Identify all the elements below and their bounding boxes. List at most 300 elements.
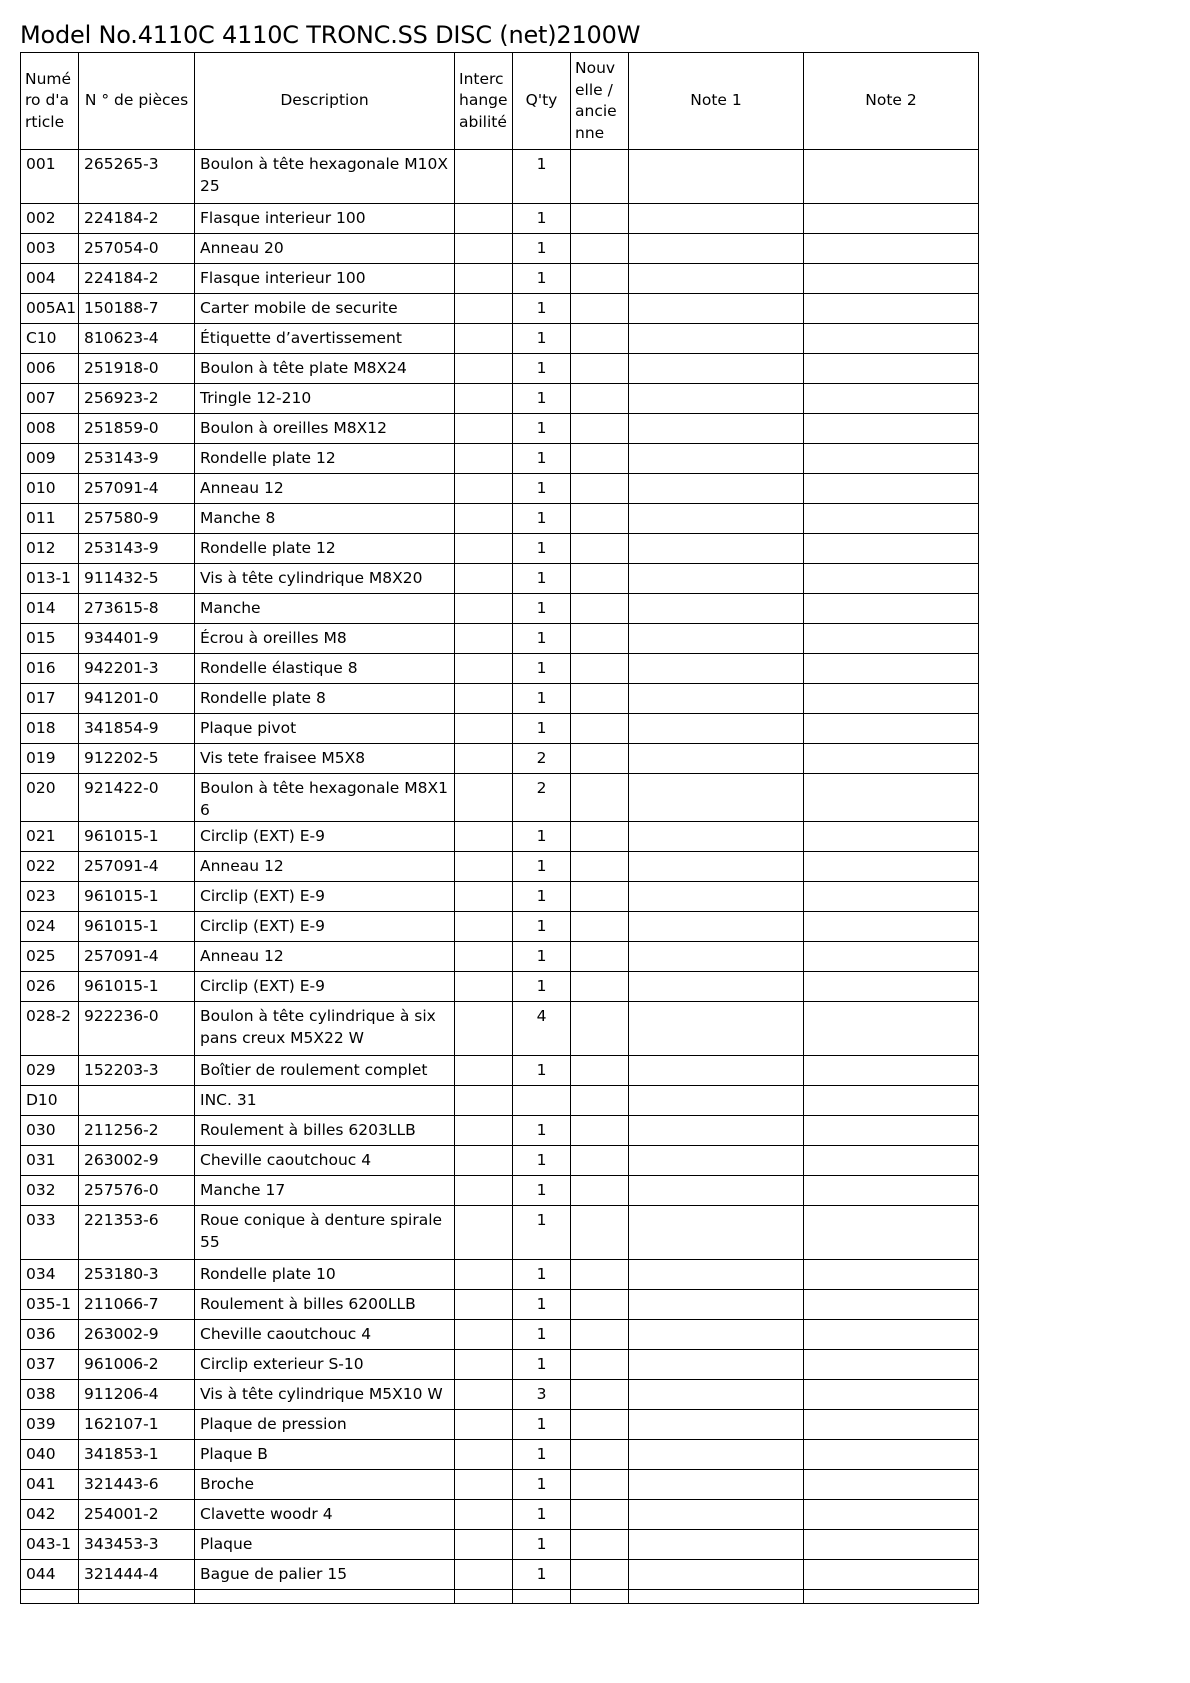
table-row [21, 1206, 979, 1260]
table-row [21, 1530, 979, 1560]
interchangeability-cell [455, 1350, 513, 1380]
part-no-cell: 912202-5 [79, 744, 195, 774]
part-no-cell: 224184-2 [79, 264, 195, 294]
note2-cell [804, 1086, 979, 1116]
qty-cell: 1 [513, 474, 571, 504]
note1-cell [629, 564, 804, 594]
table-row [21, 972, 979, 1002]
qty-cell: 1 [513, 1560, 571, 1590]
interchangeability-cell [455, 1086, 513, 1116]
description-cell: Boulon à tête plate M8X24 [195, 354, 455, 384]
qty-cell: 1 [513, 912, 571, 942]
header-item-no: Numéro d'article [21, 53, 79, 150]
qty-cell: 1 [513, 1320, 571, 1350]
table-row [21, 654, 979, 684]
header-qty: Q'ty [513, 53, 571, 150]
table-row [21, 1116, 979, 1146]
qty-cell: 1 [513, 714, 571, 744]
new-old-cell [571, 852, 629, 882]
description-cell: INC. 31 [195, 1086, 455, 1116]
description-cell: Anneau 12 [195, 852, 455, 882]
qty-cell: 1 [513, 414, 571, 444]
part-no-cell: 961015-1 [79, 972, 195, 1002]
empty-cell [513, 1590, 571, 1604]
qty-cell [513, 1086, 571, 1116]
note1-cell [629, 594, 804, 624]
table-row [21, 882, 979, 912]
interchangeability-cell [455, 504, 513, 534]
item-no-cell: 016 [21, 654, 79, 684]
description-cell: Circlip (EXT) E-9 [195, 882, 455, 912]
note1-cell [629, 1410, 804, 1440]
note2-cell [804, 1176, 979, 1206]
parts-table [20, 52, 979, 1604]
note1-cell [629, 1560, 804, 1590]
table-row [21, 414, 979, 444]
new-old-cell [571, 1500, 629, 1530]
note1-cell [629, 714, 804, 744]
note1-cell [629, 150, 804, 204]
note1-cell [629, 354, 804, 384]
note1-cell [629, 1086, 804, 1116]
note1-cell [629, 882, 804, 912]
description-cell: Circlip (EXT) E-9 [195, 912, 455, 942]
description-cell: Boulon à oreilles M8X12 [195, 414, 455, 444]
note2-cell [804, 942, 979, 972]
part-no-cell: 934401-9 [79, 624, 195, 654]
note1-cell [629, 684, 804, 714]
description-cell: Rondelle plate 10 [195, 1260, 455, 1290]
qty-cell: 1 [513, 504, 571, 534]
interchangeability-cell [455, 1320, 513, 1350]
note1-cell [629, 234, 804, 264]
table-row [21, 1176, 979, 1206]
qty-cell: 1 [513, 234, 571, 264]
note2-cell [804, 1260, 979, 1290]
description-cell: Cheville caoutchouc 4 [195, 1320, 455, 1350]
qty-cell: 1 [513, 882, 571, 912]
note1-cell [629, 474, 804, 504]
note1-cell [629, 264, 804, 294]
table-row [21, 534, 979, 564]
item-no-cell: 037 [21, 1350, 79, 1380]
item-no-cell: 018 [21, 714, 79, 744]
description-cell: Vis à tête cylindrique M5X10 W [195, 1380, 455, 1410]
note2-cell [804, 822, 979, 852]
part-no-cell: 257576-0 [79, 1176, 195, 1206]
new-old-cell [571, 1206, 629, 1260]
part-no-cell: 224184-2 [79, 204, 195, 234]
new-old-cell [571, 942, 629, 972]
part-no-cell: 211256-2 [79, 1116, 195, 1146]
table-row [21, 264, 979, 294]
item-no-cell: 038 [21, 1380, 79, 1410]
qty-cell: 1 [513, 1530, 571, 1560]
item-no-cell: 030 [21, 1116, 79, 1146]
qty-cell: 3 [513, 1380, 571, 1410]
part-no-cell: 321444-4 [79, 1560, 195, 1590]
item-no-cell: 015 [21, 624, 79, 654]
new-old-cell [571, 1470, 629, 1500]
part-no-cell: 162107-1 [79, 1410, 195, 1440]
note2-cell [804, 684, 979, 714]
part-no-cell: 152203-3 [79, 1056, 195, 1086]
table-row [21, 744, 979, 774]
note1-cell [629, 774, 804, 822]
item-no-cell: 028-2 [21, 1002, 79, 1056]
part-no-cell: 150188-7 [79, 294, 195, 324]
note2-cell [804, 384, 979, 414]
interchangeability-cell [455, 384, 513, 414]
note2-cell [804, 414, 979, 444]
note2-cell [804, 1470, 979, 1500]
table-row [21, 504, 979, 534]
table-row [21, 624, 979, 654]
interchangeability-cell [455, 1290, 513, 1320]
item-no-cell: 040 [21, 1440, 79, 1470]
note1-cell [629, 1350, 804, 1380]
new-old-cell [571, 912, 629, 942]
qty-cell: 1 [513, 942, 571, 972]
header-note1: Note 1 [629, 53, 804, 150]
qty-cell: 1 [513, 1440, 571, 1470]
note1-cell [629, 1176, 804, 1206]
interchangeability-cell [455, 1116, 513, 1146]
note2-cell [804, 774, 979, 822]
part-no-cell: 257091-4 [79, 942, 195, 972]
part-no-cell: 265265-3 [79, 150, 195, 204]
new-old-cell [571, 1146, 629, 1176]
qty-cell: 1 [513, 852, 571, 882]
description-cell: Plaque de pression [195, 1410, 455, 1440]
new-old-cell [571, 564, 629, 594]
note1-cell [629, 414, 804, 444]
description-cell: Broche [195, 1470, 455, 1500]
item-no-cell: 019 [21, 744, 79, 774]
interchangeability-cell [455, 1560, 513, 1590]
part-no-cell: 263002-9 [79, 1320, 195, 1350]
table-row [21, 354, 979, 384]
note2-cell [804, 534, 979, 564]
table-row [21, 1086, 979, 1116]
new-old-cell [571, 1290, 629, 1320]
note1-cell [629, 744, 804, 774]
new-old-cell [571, 384, 629, 414]
qty-cell: 1 [513, 444, 571, 474]
item-no-cell: 012 [21, 534, 79, 564]
qty-cell: 1 [513, 684, 571, 714]
item-no-cell: 017 [21, 684, 79, 714]
interchangeability-cell [455, 1380, 513, 1410]
new-old-cell [571, 150, 629, 204]
table-row [21, 1470, 979, 1500]
empty-cell [195, 1590, 455, 1604]
item-no-cell: 031 [21, 1146, 79, 1176]
interchangeability-cell [455, 1260, 513, 1290]
item-no-cell: 029 [21, 1056, 79, 1086]
note2-cell [804, 1116, 979, 1146]
part-no-cell: 257054-0 [79, 234, 195, 264]
note2-cell [804, 1320, 979, 1350]
new-old-cell [571, 1002, 629, 1056]
table-row [21, 1002, 979, 1056]
note2-cell [804, 1350, 979, 1380]
item-no-cell: 013-1 [21, 564, 79, 594]
empty-cell [79, 1590, 195, 1604]
description-cell: Bague de palier 15 [195, 1560, 455, 1590]
item-no-cell: 025 [21, 942, 79, 972]
note2-cell [804, 294, 979, 324]
item-no-cell: 044 [21, 1560, 79, 1590]
description-cell: Plaque B [195, 1440, 455, 1470]
note2-cell [804, 714, 979, 744]
note1-cell [629, 1470, 804, 1500]
new-old-cell [571, 1530, 629, 1560]
part-no-cell: 911432-5 [79, 564, 195, 594]
interchangeability-cell [455, 624, 513, 654]
interchangeability-cell [455, 1146, 513, 1176]
note2-cell [804, 1530, 979, 1560]
interchangeability-cell [455, 1530, 513, 1560]
description-cell: Manche 17 [195, 1176, 455, 1206]
new-old-cell [571, 1056, 629, 1086]
part-no-cell: 961015-1 [79, 882, 195, 912]
item-no-cell: 004 [21, 264, 79, 294]
note2-cell [804, 1410, 979, 1440]
item-no-cell: 042 [21, 1500, 79, 1530]
table-row [21, 1146, 979, 1176]
table-row [21, 1056, 979, 1086]
note1-cell [629, 1530, 804, 1560]
part-no-cell: 343453-3 [79, 1530, 195, 1560]
table-row [21, 234, 979, 264]
new-old-cell [571, 1176, 629, 1206]
description-cell: Clavette woodr 4 [195, 1500, 455, 1530]
table-row [21, 384, 979, 414]
part-no-cell: 961006-2 [79, 1350, 195, 1380]
table-row [21, 1350, 979, 1380]
qty-cell: 1 [513, 324, 571, 354]
header-note2: Note 2 [804, 53, 979, 150]
new-old-cell [571, 324, 629, 354]
part-no-cell: 253143-9 [79, 444, 195, 474]
new-old-cell [571, 414, 629, 444]
interchangeability-cell [455, 264, 513, 294]
note1-cell [629, 942, 804, 972]
table-row [21, 852, 979, 882]
note2-cell [804, 264, 979, 294]
note1-cell [629, 534, 804, 564]
qty-cell: 1 [513, 594, 571, 624]
note2-cell [804, 1440, 979, 1470]
description-cell: Boulon à tête hexagonale M8X16 [195, 774, 455, 822]
part-no-cell: 257091-4 [79, 474, 195, 504]
part-no-cell: 341853-1 [79, 1440, 195, 1470]
part-no-cell: 253180-3 [79, 1260, 195, 1290]
note2-cell [804, 1380, 979, 1410]
interchangeability-cell [455, 774, 513, 822]
interchangeability-cell [455, 324, 513, 354]
note1-cell [629, 1260, 804, 1290]
part-no-cell: 257091-4 [79, 852, 195, 882]
table-row [21, 444, 979, 474]
part-no-cell: 256923-2 [79, 384, 195, 414]
table-row [21, 150, 979, 204]
interchangeability-cell [455, 1056, 513, 1086]
new-old-cell [571, 204, 629, 234]
description-cell: Circlip exterieur S-10 [195, 1350, 455, 1380]
qty-cell: 1 [513, 1056, 571, 1086]
interchangeability-cell [455, 414, 513, 444]
description-cell: Rondelle plate 12 [195, 534, 455, 564]
note1-cell [629, 654, 804, 684]
interchangeability-cell [455, 714, 513, 744]
interchangeability-cell [455, 1410, 513, 1440]
note2-cell [804, 972, 979, 1002]
interchangeability-cell [455, 972, 513, 1002]
interchangeability-cell [455, 204, 513, 234]
interchangeability-cell [455, 150, 513, 204]
interchangeability-cell [455, 474, 513, 504]
table-row [21, 774, 979, 822]
description-cell: Flasque interieur 100 [195, 264, 455, 294]
note2-cell [804, 444, 979, 474]
table-row [21, 1290, 979, 1320]
description-cell: Manche [195, 594, 455, 624]
new-old-cell [571, 504, 629, 534]
new-old-cell [571, 594, 629, 624]
note1-cell [629, 972, 804, 1002]
part-no-cell: 221353-6 [79, 1206, 195, 1260]
item-no-cell: 002 [21, 204, 79, 234]
item-no-cell: 010 [21, 474, 79, 504]
new-old-cell [571, 654, 629, 684]
note1-cell [629, 1380, 804, 1410]
qty-cell: 1 [513, 1176, 571, 1206]
description-cell: Rondelle plate 8 [195, 684, 455, 714]
item-no-cell: 003 [21, 234, 79, 264]
table-row [21, 1260, 979, 1290]
note1-cell [629, 324, 804, 354]
description-cell: Anneau 12 [195, 474, 455, 504]
note2-cell [804, 1002, 979, 1056]
qty-cell: 1 [513, 564, 571, 594]
interchangeability-cell [455, 852, 513, 882]
description-cell: Plaque [195, 1530, 455, 1560]
item-no-cell: 033 [21, 1206, 79, 1260]
part-no-cell: 263002-9 [79, 1146, 195, 1176]
note1-cell [629, 1440, 804, 1470]
qty-cell: 1 [513, 384, 571, 414]
new-old-cell [571, 774, 629, 822]
qty-cell: 1 [513, 1260, 571, 1290]
note2-cell [804, 654, 979, 684]
table-row [21, 1320, 979, 1350]
part-no-cell: 961015-1 [79, 822, 195, 852]
header-description: Description [195, 53, 455, 150]
part-no-cell [79, 1086, 195, 1116]
part-no-cell: 211066-7 [79, 1290, 195, 1320]
item-no-cell: 001 [21, 150, 79, 204]
interchangeability-cell [455, 744, 513, 774]
description-cell: Vis tete fraisee M5X8 [195, 744, 455, 774]
new-old-cell [571, 1320, 629, 1350]
new-old-cell [571, 1440, 629, 1470]
table-row [21, 1560, 979, 1590]
description-cell: Roulement à billes 6200LLB [195, 1290, 455, 1320]
table-row [21, 714, 979, 744]
header-new-old: Nouvelle / ancienne [571, 53, 629, 150]
note1-cell [629, 204, 804, 234]
qty-cell: 1 [513, 1146, 571, 1176]
table-row [21, 474, 979, 504]
item-no-cell: 023 [21, 882, 79, 912]
item-no-cell: 021 [21, 822, 79, 852]
description-cell: Boulon à tête hexagonale M10X25 [195, 150, 455, 204]
description-cell: Rondelle plate 12 [195, 444, 455, 474]
table-row [21, 1500, 979, 1530]
qty-cell: 1 [513, 294, 571, 324]
table-row [21, 324, 979, 354]
item-no-cell: 022 [21, 852, 79, 882]
note2-cell [804, 912, 979, 942]
header-interchangeability: Interchangeabilité [455, 53, 513, 150]
part-no-cell: 921422-0 [79, 774, 195, 822]
part-no-cell: 961015-1 [79, 912, 195, 942]
note2-cell [804, 1056, 979, 1086]
qty-cell: 1 [513, 1116, 571, 1146]
table-row [21, 822, 979, 852]
item-no-cell: 008 [21, 414, 79, 444]
qty-cell: 1 [513, 1206, 571, 1260]
interchangeability-cell [455, 594, 513, 624]
new-old-cell [571, 714, 629, 744]
part-no-cell: 321443-6 [79, 1470, 195, 1500]
qty-cell: 1 [513, 654, 571, 684]
interchangeability-cell [455, 684, 513, 714]
note2-cell [804, 594, 979, 624]
part-no-cell: 941201-0 [79, 684, 195, 714]
qty-cell: 1 [513, 354, 571, 384]
item-no-cell: 036 [21, 1320, 79, 1350]
part-no-cell: 810623-4 [79, 324, 195, 354]
interchangeability-cell [455, 1500, 513, 1530]
interchangeability-cell [455, 564, 513, 594]
description-cell: Cheville caoutchouc 4 [195, 1146, 455, 1176]
note2-cell [804, 1290, 979, 1320]
interchangeability-cell [455, 444, 513, 474]
item-no-cell: 014 [21, 594, 79, 624]
part-no-cell: 911206-4 [79, 1380, 195, 1410]
note2-cell [804, 504, 979, 534]
new-old-cell [571, 1410, 629, 1440]
qty-cell: 1 [513, 1410, 571, 1440]
note1-cell [629, 1002, 804, 1056]
part-no-cell: 254001-2 [79, 1500, 195, 1530]
note2-cell [804, 150, 979, 204]
description-cell: Boîtier de roulement complet [195, 1056, 455, 1086]
description-cell: Circlip (EXT) E-9 [195, 972, 455, 1002]
qty-cell: 1 [513, 204, 571, 234]
description-cell: Boulon à tête cylindrique à six pans creux M5X22 W [195, 1002, 455, 1056]
description-cell: Étiquette d’avertissement [195, 324, 455, 354]
qty-cell: 1 [513, 822, 571, 852]
interchangeability-cell [455, 654, 513, 684]
interchangeability-cell [455, 882, 513, 912]
table-row [21, 594, 979, 624]
part-no-cell: 251859-0 [79, 414, 195, 444]
table-row [21, 1440, 979, 1470]
